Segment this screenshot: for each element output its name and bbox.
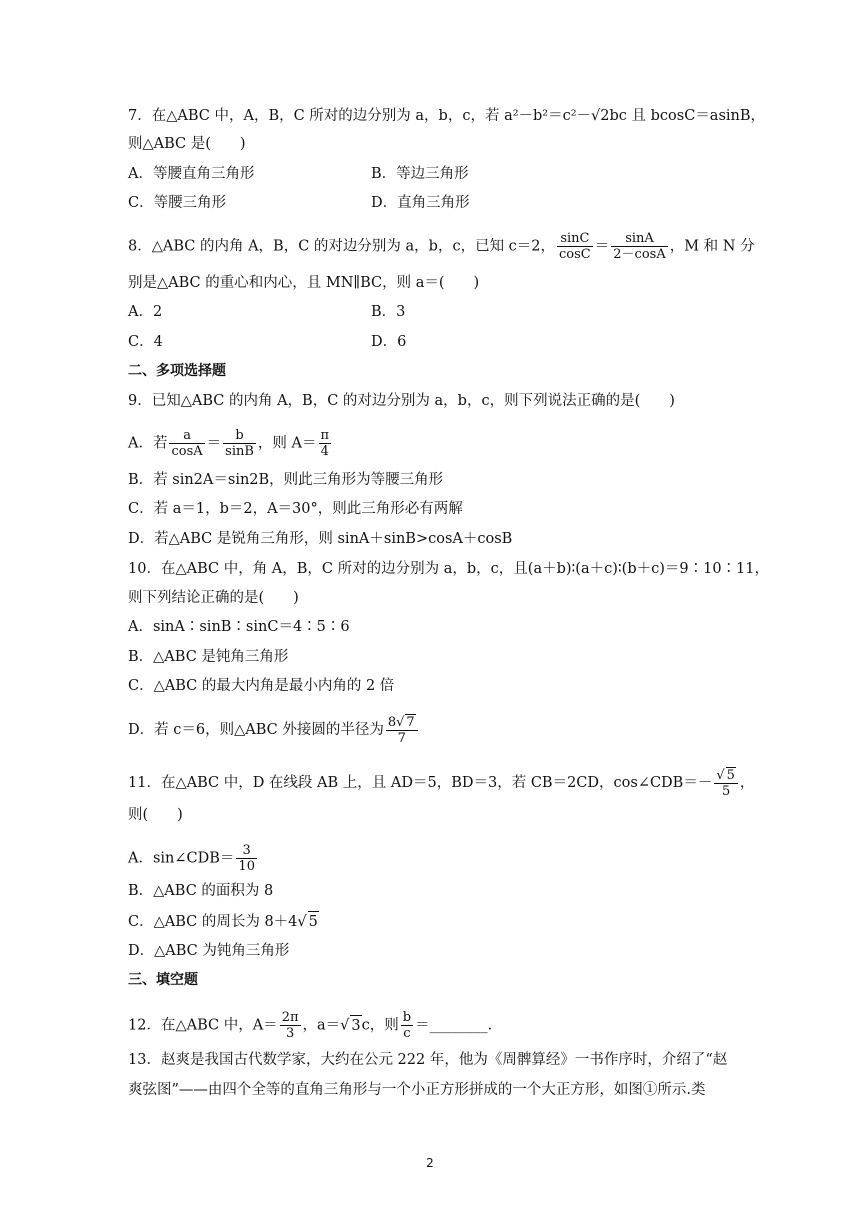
q12-sqrt: 3: [350, 1015, 361, 1036]
q7-option-d: D．直角三角形: [371, 195, 470, 211]
q12-mid2: c，则: [361, 1017, 399, 1034]
section-heading-fill-in: 三、填空题: [128, 972, 198, 988]
q8-frac1-numerator: sinC: [557, 231, 593, 247]
q11-stem-line2: 则( ): [128, 807, 183, 823]
q9-stem: 9．已知△ABC 的内角 A，B，C 的对边分别为 a，b，c，则下列说法正确的是( ): [128, 393, 675, 409]
q12-f1-numerator: 2π: [281, 1010, 299, 1025]
q10-stem-line2: 则下列结论正确的是( ): [128, 590, 299, 606]
q8-stem-line1: [128, 231, 755, 262]
q11-fraction: [714, 767, 738, 799]
q8-frac1-denominator: cosC: [559, 247, 591, 262]
q8-option-d: D．6: [371, 334, 407, 350]
q8-frac2-denominator: 2－cosA: [613, 247, 666, 262]
q8-option-a: A．2: [128, 304, 163, 320]
page-number: 2: [426, 1156, 434, 1170]
q9-a-fraction-2: [223, 428, 256, 459]
q9-option-b: B．若 sin2A＝sin2B，则此三角形为等腰三角形: [128, 472, 444, 488]
q11-frac-sqrt: 5: [726, 768, 735, 783]
q11-frac-numerator: √ 5: [714, 767, 738, 784]
q10-option-c: C．△ABC 的最大内角是最小内角的 2 倍: [128, 678, 395, 694]
q12-f2-denominator: c: [403, 1026, 411, 1041]
q12-f2-numerator: b: [402, 1010, 412, 1025]
q7-stem-line2: 则△ABC 是( ): [128, 136, 246, 152]
q10-option-d: [128, 714, 420, 746]
q12-pre: 12．在△ABC 中，A＝: [128, 1017, 278, 1034]
q9-a-f3-denominator: 4: [320, 444, 329, 459]
q10-option-b: B．△ABC 是钝角三角形: [128, 649, 289, 665]
q8-frac2-numerator: sinA: [611, 231, 667, 247]
q7-option-c: C．等腰三角形: [128, 195, 227, 211]
q9-a-mid: ，则 A＝: [257, 435, 317, 452]
q11-a-numerator: 3: [236, 843, 257, 859]
q9-a-pre: A．若: [128, 435, 168, 452]
q11-c-pre: C．△ABC 的周长为 8＋4: [128, 914, 298, 930]
q12-post: ＝________.: [415, 1017, 493, 1034]
q12-fraction-2: [401, 1010, 413, 1041]
q8-stem-post: ，M 和 N 分: [669, 238, 755, 255]
q11-stem-pre: 11．在△ABC 中，D 在线段 AB 上，且 AD＝5，BD＝3，若 CB＝2CD，cos∠CDB＝－: [128, 775, 713, 791]
q12-f1-denominator: 3: [285, 1026, 295, 1041]
q13-stem-line1: 13．赵爽是我国古代数学家，大约在公元 222 年，他为《周髀算经》一书作序时，介绍了“赵: [128, 1052, 728, 1068]
q7-option-b: B．等边三角形: [371, 166, 469, 182]
q9-a-f3-numerator: π: [320, 428, 330, 443]
q11-c-sqrt: 5: [308, 911, 319, 932]
q10-d-pre: D．若 c＝6，则△ABC 外接圆的半径为: [128, 722, 384, 738]
q11-a-pre: A．sin∠CDB＝: [128, 850, 235, 867]
q7-option-a: A．等腰直角三角形: [128, 166, 255, 182]
q10-option-a: A．sinA∶sinB∶sinC＝4∶5∶6: [128, 619, 350, 635]
q7-stem-line1: 7．在△ABC 中，A，B，C 所对的边分别为 a，b，c，若 a²－b²＝c²－√2bc 且 bcosC＝asinB，: [128, 108, 766, 124]
q9-a-f2-denominator: sinB: [225, 444, 254, 459]
q8-stem-line2: 别是△ABC 的重心和内心，且 MN∥BC，则 a＝( ): [128, 275, 480, 291]
q8-fraction-2: [611, 231, 667, 262]
section-heading-multiple-choice: 二、多项选择题: [128, 363, 226, 379]
q11-a-denominator: 10: [238, 859, 255, 874]
q12-stem: 12．在△ABC 中，A＝ $\frac{2\pi}{3}$ ，a＝√ 3c，则 $\frac{b}{c}$ ＝________.: [128, 1010, 493, 1041]
q9-a-equals: ＝: [206, 435, 222, 452]
q10-d-fraction: [386, 714, 418, 746]
q8-stem-pre: 8．△ABC 的内角 A，B，C 的对边分别为 a，b，c，已知 c＝2，: [128, 238, 556, 255]
q9-a-fraction-1: [169, 428, 204, 459]
q11-option-c: C．△ABC 的周长为 8＋4√ 5: [128, 911, 319, 932]
q11-a-fraction: [236, 843, 257, 874]
q11-option-b: B．△ABC 的面积为 8: [128, 883, 274, 899]
q11-stem-line1: [128, 767, 754, 799]
q12-mid1: ，a＝: [302, 1017, 341, 1034]
q13-stem-line2: 爽弦图”——由四个全等的直角三角形与一个小正方形拼成的一个大正方形，如图①所示.类: [128, 1082, 706, 1098]
q10-d-denominator: 7: [397, 731, 406, 746]
q11-option-a: [128, 843, 259, 874]
q9-a-f1-denominator: cosA: [171, 444, 203, 459]
q8-equals: ＝: [594, 238, 610, 255]
q9-a-f1-numerator: a: [169, 428, 204, 444]
q10-stem-line1: 10．在△ABC 中，角 A，B，C 所对的边分别为 a，b，c，且(a＋b)∶(a＋c)∶(b＋c)＝9∶10∶11，: [128, 561, 770, 577]
q12-fraction-1: [280, 1010, 301, 1041]
q11-option-d: D．△ABC 为钝角三角形: [128, 943, 290, 959]
q9-option-d: D．若△ABC 是锐角三角形，则 sinA＋sinB>cosA＋cosB: [128, 531, 513, 547]
q9-option-a: [128, 428, 333, 459]
q8-fraction-1: [557, 231, 593, 262]
q8-option-b: B．3: [371, 304, 406, 320]
q10-d-numerator: 8√ 7: [386, 714, 418, 731]
q9-a-fraction-3: [319, 428, 332, 459]
q11-stem-post: ，: [739, 775, 755, 791]
q11-frac-denominator: 5: [721, 784, 731, 799]
q10-d-num-int: 8: [387, 715, 397, 730]
q8-option-c: C．4: [128, 334, 163, 350]
q10-d-num-sqrt: 7: [406, 715, 415, 730]
q9-option-c: C．若 a＝1，b＝2，A＝30°，则此三角形必有两解: [128, 501, 463, 517]
q9-a-f2-numerator: b: [223, 428, 256, 444]
